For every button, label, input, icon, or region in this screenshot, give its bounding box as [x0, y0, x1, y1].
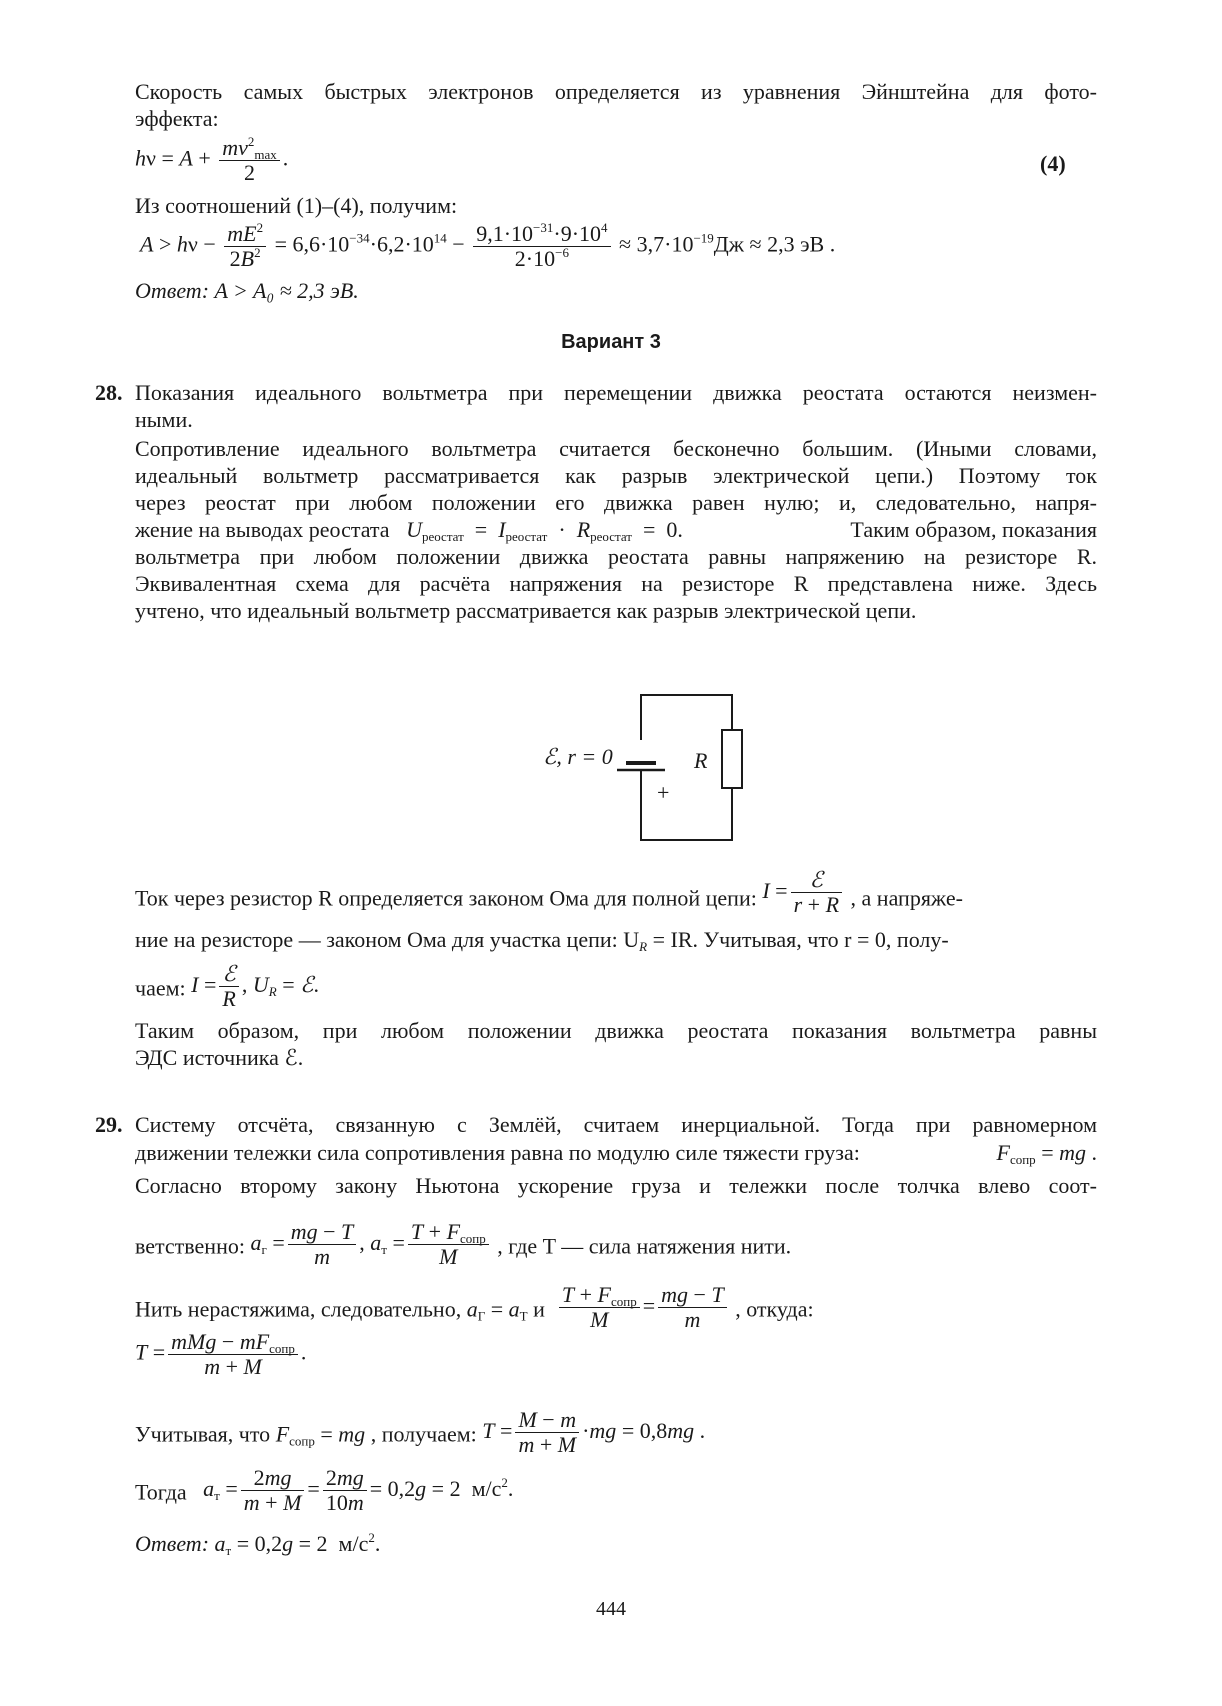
- line5-mid: и: [533, 1296, 545, 1322]
- plus-sign: +: [657, 780, 670, 805]
- line8-prefix: Тогда: [135, 1479, 187, 1505]
- source-label: ℰ, r = 0: [543, 744, 613, 769]
- ohm-line-2: ние на резисторе — законом Ома для участка цепи: $U_R$ = IR. Учитывая, что r = 0, полу-: [135, 927, 949, 954]
- task-29-line-2-text: движении тележки сила сопротивления равна по модулю силе тяжести груза:: [135, 1140, 860, 1165]
- voltage-suffix: Таким образом, показания: [850, 517, 1097, 542]
- tension-result: T = $\frac{M - m}{m + M}$ ·mg = 0,8mg .: [482, 1407, 706, 1457]
- task-29-answer-label: Ответ:: [135, 1531, 210, 1556]
- ohm-line-1: [135, 867, 963, 925]
- task-28-conclusion-2: ЭДС источника ℰ.: [135, 1045, 304, 1070]
- ohm-text-b: , а напряже-: [850, 885, 963, 911]
- page-number: 444: [596, 1598, 626, 1620]
- line5-suffix: , откуда:: [735, 1296, 814, 1322]
- tension-formula: T = $\frac{mMg - mF_{сопр}}{m + M}$ .: [135, 1329, 307, 1379]
- task-28-conclusion-1: Таким образом, при любом положении движка реостата показания вольтметра равны: [135, 1018, 1097, 1043]
- ohm-line-3: [135, 961, 319, 1015]
- resistor-label: R: [694, 748, 708, 773]
- ohm-text-e: чаем:: [135, 975, 186, 1001]
- task-28-line-7: Эквивалентная схема для расчёта напряжения на резисторе R представлена ниже. Здесь: [135, 571, 1097, 596]
- answer-label: Ответ:: [135, 278, 210, 303]
- circuit-wire-bottom: [641, 770, 732, 840]
- task-29-number: 29.: [95, 1112, 123, 1137]
- task-29-line-7: Учитывая, что $F_{сопр}$ = mg , получаем: T = $\frac{M - m}{m + M}$ ·mg = 0,8mg .: [135, 1407, 706, 1457]
- acceleration-formulas: $a_г$ = $\frac{mg - T}{m}$ , $a_т$ = $\frac{T + F_{сопр}}{M}$: [250, 1230, 497, 1255]
- intro-line-3: Из соотношений (1)–(4), получим:: [135, 193, 458, 218]
- ohm-text-d: = IR. Учитывая, что r = 0, полу-: [647, 927, 949, 952]
- task-29-line-3: Согласно второму закону Ньютона ускорение груза и тележки после толчка влево соот-: [135, 1173, 1097, 1198]
- answer-text: A > A₀ ≈ 2,3 эВ.: [214, 278, 359, 303]
- ohm-text-c: ние на резисторе — законом Ома для участка цепи: U: [135, 927, 640, 952]
- task-28-line-8: учтено, что идеальный вольтметр рассматривается как разрыв электрической цепи.: [135, 598, 917, 623]
- task-28-line-2: ными.: [135, 407, 193, 432]
- task-29-line-2: движении тележки сила сопротивления равна по модулю силе тяжести груза: $F_{сопр}$ = mg .: [135, 1140, 1097, 1167]
- ohm-formula-full: I = $\frac{\text{ℰ}}{r + R}$: [762, 878, 850, 903]
- line7-mid: , получаем:: [370, 1421, 477, 1447]
- task-29-line-4: [135, 1219, 792, 1273]
- task-28-number: 28.: [95, 380, 123, 405]
- task-28-line-6: вольтметра при любом положении движка реостата равны напряжению на резисторе R.: [135, 544, 1097, 569]
- task-28-voltage-line: жение на выводах реостата $U_{реостат} = I_{реостат} \cdot R_{реостат} = 0$. Таким образом, показания: [135, 517, 1097, 544]
- task-28-line-1: Показания идеального вольтметра при перемещении движка реостата остаются неизмен-: [135, 380, 1097, 405]
- intro-line-2: эффекта:: [135, 106, 219, 131]
- voltage-prefix: жение на выводах реостата: [135, 517, 390, 542]
- line7-prefix: Учитывая, что: [135, 1421, 271, 1447]
- task-29-line-8: [135, 1465, 514, 1519]
- ohm-text-a: Ток через резистор R определяется законом Ома для полной цепи:: [135, 885, 757, 911]
- einstein-equation: hν = A + $\frac{mv^2_{max}}{2}$ .: [135, 134, 289, 185]
- line4-prefix: ветственно:: [135, 1233, 245, 1259]
- line5-prefix: Нить нерастяжима, следовательно,: [135, 1296, 462, 1322]
- task-29-line-1: Систему отсчёта, связанную с Землёй, считаем инерциальной. Тогда при равномерном: [135, 1112, 1097, 1137]
- task-29-answer: Ответ: $a_т = 0,2g = 2$ $м/с^2$.: [135, 1530, 381, 1558]
- work-function-equation: A > hν − $\frac{mE^2}{2B^2}$ = $6,6\cdot 10^{-34}\cdot 6,2\cdot 10^{14}$ − $\frac{9,1\cdot 10^{-31}\cdot 9\cdot 10^4}{2\cdot 10^{-6}}$ ≈ $3,7\cdot 10^{-19}Дж \approx 2,3$ эВ .: [140, 220, 836, 271]
- task-28-line-3: Сопротивление идеального вольтметра считается бесконечно большим. (Иными словами,: [135, 436, 1097, 461]
- circuit-wire-top: [641, 695, 732, 740]
- ohm-result: I = $\frac{\text{ℰ}}{R}$ , $U_R$ = ℰ.: [191, 961, 319, 1011]
- task-28-line-4: идеальный вольтметр рассматривается как разрыв электрической цепи.) Поэтому ток: [135, 463, 1097, 488]
- intro-answer: [135, 277, 359, 305]
- line4-suffix: , где T — сила натяжения нити.: [497, 1233, 792, 1259]
- resistor-symbol: [722, 730, 742, 788]
- task-29-line-5: Нить нерастяжима, следовательно, $a_Г = a_Т$ и $\frac{T + F_{сопр}}{M}$ = $\frac{mg - T}{m}$ , откуда:: [135, 1282, 814, 1332]
- equation-number-4: (4): [1040, 151, 1066, 176]
- intro-line-1: Скорость самых быстрых электронов определяется из уравнения Эйнштейна для фото-: [135, 79, 1097, 104]
- acceleration-result: $a_т$ = $\frac{2mg}{m + M}$ = $\frac{2mg}{10m}$ = 0,2g = 2 $м/с^2$.: [203, 1465, 514, 1515]
- task-28-line-5: через реостат при любом положении его движка равен нулю; и, следовательно, напря-: [135, 490, 1097, 515]
- variant-heading: Вариант 3: [561, 331, 661, 353]
- equal-acceleration-formula: $\frac{T + F_{сопр}}{M}$ = $\frac{mg - T}{m}$: [550, 1293, 735, 1318]
